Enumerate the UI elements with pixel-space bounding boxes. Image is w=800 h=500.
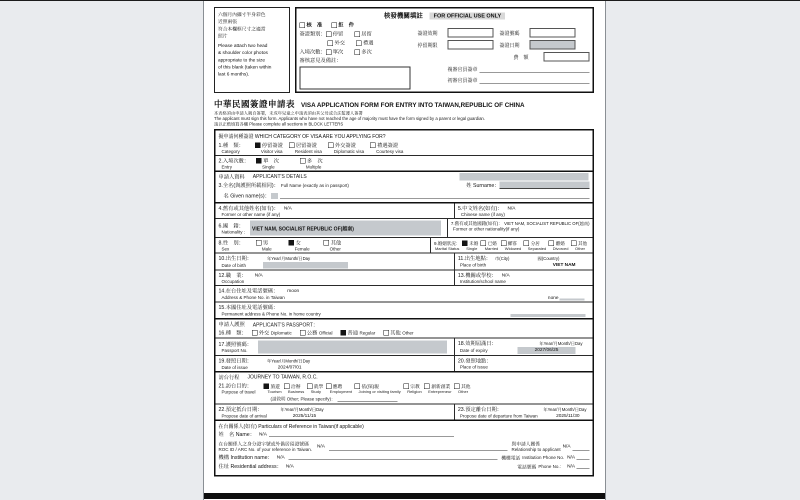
chinese-name-value[interactable]: N/A	[507, 205, 516, 212]
photo-line: 六個月內攝寸半身彩色	[218, 12, 266, 18]
row-purpose	[216, 382, 593, 396]
marital-option[interactable]: 未婚 Single	[462, 240, 478, 251]
photo-line: 符合本欄框尺寸之適當	[218, 26, 266, 32]
purpose-option[interactable]: 旅遊 Tourism	[264, 383, 282, 395]
purpose-specify-line[interactable]	[338, 396, 398, 402]
cell-date-of-expiry: 18.效期屆滿日： 年Year/月Month/日Day Date of expiry 2027/06/25	[457, 340, 583, 354]
checkbox-icon[interactable]	[284, 383, 290, 389]
entry-single: 單次	[332, 48, 344, 55]
nationality-value[interactable]: VIET NAM, SOCIALIST REPUBLIC OF(越南)	[250, 221, 441, 236]
photo-line: & shoulder color photos	[218, 50, 268, 56]
photo-line: appropriate to the size	[218, 57, 266, 63]
checkbox-icon[interactable]	[328, 41, 334, 47]
visa-category-option[interactable]: 禮遇簽證 Courtesy visa	[370, 142, 403, 155]
former-nationality-value[interactable]: VIET NAM, SOCIALIST REPUBLIC OF(越南)	[504, 220, 590, 226]
relationship-value[interactable]: N/A	[562, 443, 571, 449]
residential-address-value[interactable]: N/A	[285, 463, 294, 470]
cell-place-of-issue: 20.發照地點： Place of issue	[457, 358, 492, 370]
official-field-row	[418, 40, 590, 50]
stay-duration-label: 停留期限	[417, 43, 438, 49]
cell-date-of-issue: 19.發照日期： 年Year/月Month/日Day Date of issue 2024/07/01	[216, 356, 455, 371]
cell-nationality: 6.國 籍： Nationality : VIET NAM, SOCIALIST REPUBLIC OF(越南)	[216, 219, 448, 237]
official-title-en: FOR OFFICIAL USE ONLY	[430, 13, 506, 20]
photo-instructions-box	[214, 7, 290, 93]
checkbox-icon[interactable]	[252, 330, 258, 336]
row-passport-type: 16.種 類： 外交 Diplomatic 公務 Official 普通 Regular 其他 Other	[218, 330, 414, 337]
page-cut-band	[204, 493, 605, 499]
checkbox-icon[interactable]	[289, 143, 295, 149]
cell-former-nationality: 7.舊有或其他國籍(如有)： VIET NAM, SOCIALIST REPUBLIC OF(越南) Former or other nationality(if any)	[450, 220, 590, 232]
visa-type-stay: 停留	[332, 30, 344, 37]
visa-validity-field[interactable]	[448, 28, 494, 38]
stay-duration-field[interactable]	[448, 40, 494, 50]
purpose-option[interactable]: 創新創業 Entrepreneur	[424, 383, 451, 395]
passport-type-option[interactable]: 普通 Regular	[340, 329, 375, 337]
official-title-zh: 核發機關填註	[383, 11, 423, 19]
cell-occupation: 12.職 業： N/A Occupation	[216, 271, 455, 286]
photo-line: 照片	[218, 33, 228, 39]
cell-chinese-name: 5.中文姓名(如有)： N/A Chinese name (if any)	[457, 205, 516, 218]
given-name-field[interactable]	[271, 193, 278, 199]
visa-type-diplomatic: 外交	[334, 39, 345, 46]
checkbox-icon[interactable]	[571, 240, 577, 246]
first-signature-row	[418, 76, 590, 84]
visa-date-label: 簽證日期	[499, 43, 520, 49]
checkbox-icon[interactable]	[331, 23, 337, 29]
visa-number-label: 簽證號碼	[499, 31, 520, 37]
institution-phone-value[interactable]: N/A	[567, 454, 575, 461]
note-line: 本表格須由申請人親自簽署，未成年兒童之申請表須由其父母或合法監護人簽署	[214, 110, 363, 116]
note-line: 請以正楷填寫各欄 Please complete all sections in BLOCK LETTERS	[214, 121, 344, 127]
purpose-option[interactable]: 其他 Other	[454, 383, 471, 395]
date-of-birth-field[interactable]	[263, 262, 348, 269]
row-birth	[216, 253, 593, 270]
row-taiwan-address: 14.在台住址及電話號碼： moon Address & Phone No. in Taiwan none	[216, 285, 593, 302]
official-field-row	[418, 28, 590, 38]
row-visa-category	[216, 142, 593, 156]
first-signature-line[interactable]	[480, 77, 590, 84]
category-section-header: 擬申請何種簽證 WHICH CATEGORY OF VISA ARE YOU APPLYING FOR?	[218, 134, 386, 140]
official-left-column	[300, 21, 416, 90]
checkbox-icon[interactable]	[403, 383, 409, 389]
marital-option[interactable]: 分居 Separated	[524, 240, 546, 251]
review-signature-line[interactable]	[480, 66, 590, 73]
checkbox-icon[interactable]	[264, 383, 270, 389]
institution-value[interactable]: N/A	[501, 272, 510, 279]
fee-label: 費 額	[513, 55, 529, 61]
arrival-date-value[interactable]: 2025/11/15	[292, 413, 317, 419]
checkbox-icon[interactable]	[326, 32, 332, 38]
given-name-label: 名 Given name(s)：	[223, 193, 270, 200]
approve-reject-line	[300, 21, 416, 30]
visa-type-resident: 居留	[361, 30, 372, 37]
photo-line: Please attach two head	[218, 43, 268, 49]
passport-section: 申請人護照 APPLICANT'S PASSPORT： 16.種 類： 外交 Diplomatic 公務 Official 普通 Regular 其他 Other	[216, 318, 593, 338]
entry-option[interactable]: 單 次 Single	[256, 157, 279, 170]
purpose-option[interactable]: 宗教 Religion	[403, 383, 421, 395]
checkbox-icon[interactable]	[481, 240, 487, 246]
cell-arrival-date: 22.預定抵台日期： 年Year/月Month/日Day Propose date of arrival 2025/11/15	[216, 405, 455, 420]
checkbox-icon[interactable]	[255, 143, 261, 149]
remarks-label: 審核意見及備註：	[299, 57, 342, 64]
passport-type-option[interactable]: 外交 Diplomatic	[252, 329, 292, 337]
marital-option[interactable]: 其他 Other	[571, 240, 587, 251]
checkbox-icon[interactable]	[356, 41, 362, 47]
date-of-issue-value[interactable]: 2024/07/01	[277, 364, 302, 371]
row-reference-address: 住址 Residential address： N/A 電話號碼 Phone No.： N/A	[216, 462, 593, 475]
first-signature-label: 初審官員簽章	[447, 78, 478, 84]
entry-multiple: 多次	[361, 48, 372, 55]
official-use-body	[300, 21, 590, 90]
form-notes	[214, 111, 594, 128]
cell-former-name: 4.舊有或其他姓名(如有)： N/A Former or other name (if any)	[216, 204, 455, 219]
review-signature-label: 複審官員簽章	[447, 67, 478, 73]
sex-option[interactable]: 女 Female	[289, 239, 310, 252]
page-zoom-wrapper	[204, 0, 605, 500]
row-nationality	[216, 218, 593, 237]
checkbox-icon[interactable]	[340, 330, 346, 336]
surname-redacted-value[interactable]	[460, 173, 589, 181]
reference-id-label: 在台關係人之身分證字號或外僑居留證號碼 ROC ID / ARC No. of your reference in Taiwan.	[218, 441, 312, 453]
reference-name-value[interactable]: N/A	[258, 431, 267, 438]
cell-marital-status: 9.婚姻狀況： Marital Status 未婚 Single 已婚 Married 鰥寡 Widowed 分居 Separated 離婚 Divorced 其他 Other	[433, 240, 587, 251]
row-arrival-departure	[216, 404, 593, 420]
checkbox-icon[interactable]	[307, 383, 313, 389]
form-title	[214, 97, 594, 110]
cell-passport-number: 17.護照號碼： Passport No.	[216, 339, 455, 356]
visa-category-option[interactable]: 停留簽證 Visitor visa	[255, 142, 283, 155]
q2-label: 2.入境次數： Entry	[218, 158, 250, 170]
purpose-option[interactable]: 洽辦 Business	[284, 383, 304, 395]
approve-label: 核 准	[306, 22, 323, 28]
checkbox-icon[interactable]	[524, 240, 530, 246]
visa-type-label: 簽證類別：	[299, 30, 326, 37]
institution-name-line[interactable]	[289, 455, 498, 461]
visa-type-line	[300, 30, 416, 39]
visa-validity-label: 簽證效期	[417, 31, 438, 37]
photo-line: of this blank (taken within	[218, 64, 272, 70]
purpose-option[interactable]: 就學 Study	[307, 383, 324, 395]
row-sex-marital	[216, 237, 593, 253]
row-full-name: 3.全名(與護照所載相同)： Full Name (exactly as in passport) 姓 Surname：	[216, 182, 593, 191]
reject-label: 拒 件	[338, 22, 354, 28]
checkbox-icon[interactable]	[383, 330, 389, 336]
visa-application-page	[203, 0, 606, 500]
review-signature-row	[418, 65, 590, 73]
row-reference-institution: 機構 Institution name： N/A 機構電話 Institution Phone No. N/A	[216, 453, 593, 462]
checkbox-icon[interactable]	[354, 49, 360, 55]
checkbox-icon[interactable]	[328, 143, 334, 149]
checkbox-icon[interactable]	[462, 240, 468, 246]
checkbox-icon[interactable]	[326, 49, 332, 55]
taiwan-phone-value[interactable]: none	[547, 294, 559, 301]
date-of-expiry-value[interactable]: 2027/06/25	[518, 347, 576, 354]
checkbox-icon[interactable]	[300, 23, 306, 29]
official-field-row	[418, 52, 590, 62]
reference-id-value[interactable]: N/A	[316, 443, 325, 449]
cell-date-of-birth: 10.出生日期： 年Year/月Month/日Day Date of birth	[216, 254, 455, 270]
phone-number-value[interactable]: N/A	[567, 463, 575, 470]
cell-sex: 8.性 別： Sex 男 Male 女 Female 其他 Other	[216, 238, 431, 253]
checkbox-icon[interactable]	[424, 383, 430, 389]
surname-label: 姓 Surname：	[466, 182, 500, 189]
checkbox-icon[interactable]	[354, 32, 360, 38]
entries-label: 入境次數：	[299, 48, 326, 55]
checkbox-icon[interactable]	[256, 240, 262, 246]
visa-category-option[interactable]: 居留簽證 Resident visa	[289, 142, 322, 155]
institution-name-value[interactable]: N/A	[276, 454, 285, 461]
sex-option[interactable]: 其他 Other	[324, 239, 342, 252]
checkbox-icon[interactable]	[549, 240, 555, 246]
visa-type-line2	[300, 39, 416, 48]
checkbox-icon[interactable]	[501, 240, 507, 246]
reference-name-line[interactable]	[269, 432, 454, 438]
row-passport-number-expiry	[216, 338, 593, 356]
note-line: The applicant must sign this form. Applicants who have not reached the age of majority must have the form signed by a parent or legal guardian.	[214, 116, 485, 122]
entry-option[interactable]: 多 次 Multiple	[300, 157, 323, 170]
purpose-option[interactable]: 應聘 Employment	[326, 383, 352, 395]
q1-label: 1.種 類： Category	[218, 142, 244, 155]
details-section-header: 申請人資料 APPLICANT'S DETAILS	[216, 171, 593, 182]
passport-type-option[interactable]: 其他 Other	[383, 329, 413, 337]
phone-number-line[interactable]	[577, 464, 590, 470]
row-occupation-institution	[216, 270, 593, 286]
application-form-table	[214, 129, 594, 477]
photo-line: last 6 months).	[218, 71, 250, 77]
checkbox-icon[interactable]	[454, 383, 460, 389]
remarks-box[interactable]	[300, 67, 411, 90]
cell-departure-date: 23.預定離台日期： 年Year/月Month/日Day Propose date of departure from Taiwan 2025/11/30	[457, 406, 587, 419]
row-issue	[216, 355, 593, 371]
official-use-box	[295, 7, 594, 93]
reference-id-line[interactable]	[329, 445, 508, 451]
sex-option[interactable]: 男 Male	[256, 239, 272, 252]
passport-type-option[interactable]: 公務 Official	[300, 329, 333, 337]
checkbox-icon[interactable]	[355, 383, 361, 389]
marital-option[interactable]: 離婚 Divorced	[549, 240, 569, 251]
country-of-birth-value[interactable]: VIET NAM	[552, 262, 576, 268]
home-address-redaction[interactable]	[511, 314, 586, 317]
checkbox-icon[interactable]	[326, 383, 332, 389]
journey-section-header: 訪台行程 JOURNEY TO TAIWAN, R.O.C.	[216, 371, 593, 382]
form-title-zh: 中華民國簽證申請表	[214, 99, 295, 109]
departure-date-value[interactable]: 2025/11/30	[556, 413, 580, 419]
window-top-edge	[0, 0, 800, 1]
visa-type-courtesy: 禮遇	[363, 39, 374, 46]
row-entries	[216, 155, 593, 171]
cell-institution: 13.機關或學校： N/A Institution/school name	[457, 272, 510, 285]
occupation-value[interactable]: N/A	[254, 272, 263, 279]
relationship-label: 與申請人關係 Relationship to applicant	[511, 441, 561, 453]
former-name-value[interactable]: N/A	[283, 205, 292, 212]
checkbox-icon[interactable]	[289, 240, 295, 246]
relationship-line[interactable]	[573, 445, 590, 451]
marital-option[interactable]: 已婚 Married	[481, 240, 499, 251]
checkbox-icon[interactable]	[300, 330, 306, 336]
checkbox-icon[interactable]	[300, 158, 306, 164]
taiwan-phone-redaction[interactable]	[560, 299, 585, 301]
marital-option[interactable]: 鰥寡 Widowed	[501, 240, 521, 251]
checkbox-icon[interactable]	[370, 143, 376, 149]
given-name-line[interactable]	[280, 193, 590, 199]
row-purpose-specify: (請敘明 Other; Please specify)：	[216, 396, 593, 404]
form-title-en: VISA APPLICATION FORM FOR ENTRY INTO TAIWAN,REPUBLIC OF CHINA	[301, 101, 525, 109]
row-former-chinese-name	[216, 202, 593, 218]
official-use-header	[300, 10, 590, 20]
top-row	[214, 7, 594, 93]
row-given-name	[216, 190, 593, 202]
visa-date-field[interactable]	[530, 40, 576, 50]
entries-line	[300, 48, 416, 57]
reference-section-header: 在台關係人(如有) Particulars of Reference in Taiwan(if applicable)	[216, 420, 593, 431]
visa-category-option[interactable]: 外交簽證 Diplomatic visa	[328, 142, 364, 155]
row-reference-name: 姓 名 Name： N/A	[216, 431, 593, 440]
visa-number-field[interactable]	[530, 28, 576, 38]
taiwan-address-value[interactable]: moon	[287, 288, 300, 294]
cell-place-of-birth: 11.出生地點： 市(City) 國(Country) Place of birth VIET NAM	[457, 255, 576, 268]
row-reference-id	[216, 439, 593, 453]
fee-field[interactable]	[544, 52, 590, 62]
passport-number-field[interactable]	[258, 340, 447, 353]
purpose-option[interactable]: 依(探)親 Joining or visiting family	[355, 383, 401, 395]
checkbox-icon[interactable]	[256, 158, 262, 164]
photo-line: 近照兩張	[218, 19, 238, 25]
page-content	[204, 0, 605, 477]
institution-phone-line[interactable]	[577, 455, 590, 461]
row-home-address: 15.本國住址及電話號碼： Permanent address & Phone No. in home country	[216, 302, 593, 319]
official-right-column	[416, 21, 590, 90]
checkbox-icon[interactable]	[324, 240, 330, 246]
surname-field[interactable]	[500, 182, 590, 190]
q21-label: 21.訪台目的： Purpose of travel	[218, 383, 256, 395]
